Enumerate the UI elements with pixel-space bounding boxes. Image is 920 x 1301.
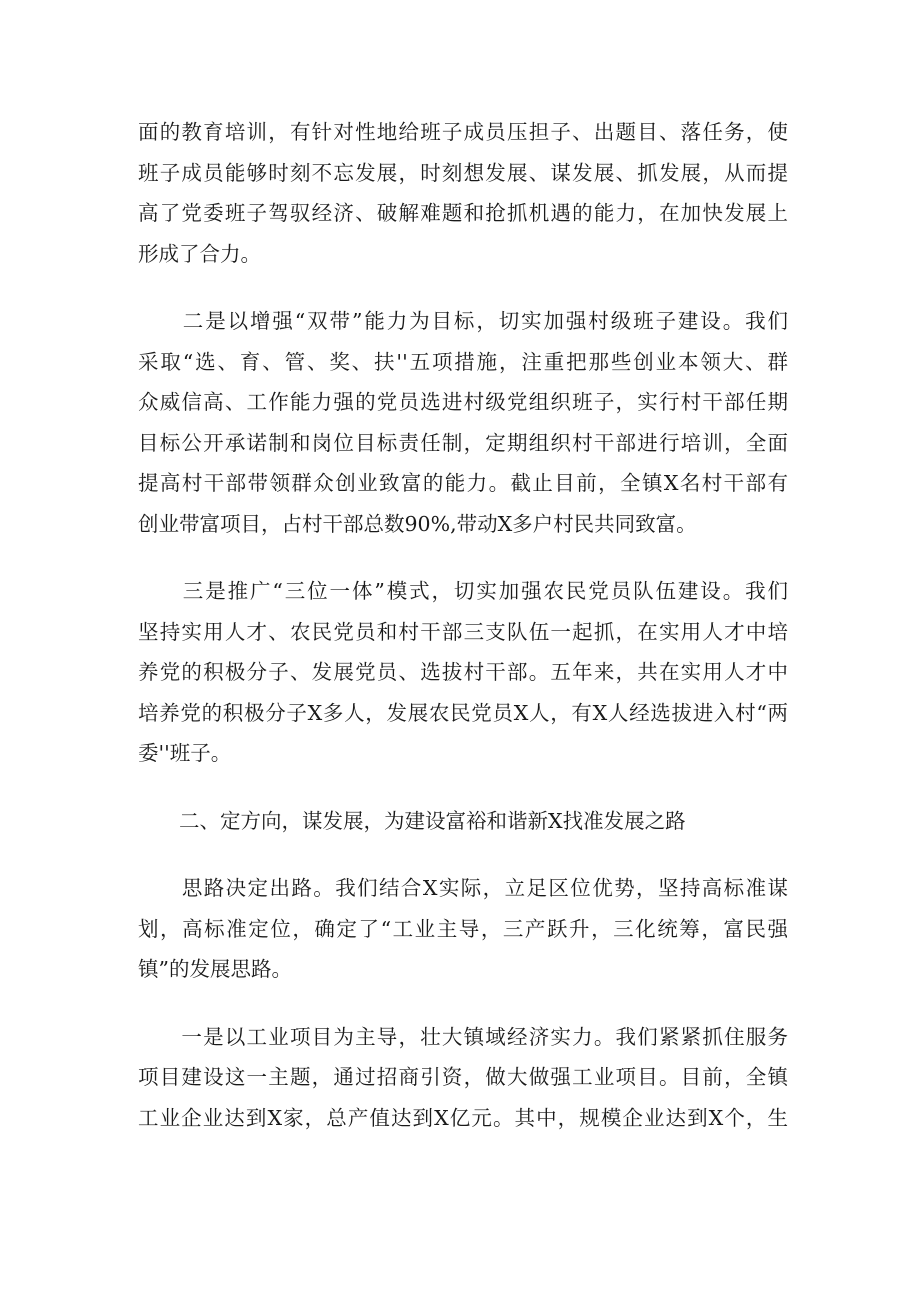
paragraph-gap: [138, 774, 788, 801]
document-body: [138, 112, 788, 1138]
paragraph-training-continued: [138, 112, 788, 274]
text-line: 培养党的积极分子X多人，发展农民党员X人，有X人经选拔进入村“两: [138, 700, 788, 725]
text-line: 高了党委班子驾驭经济、破解难题和抢抓机遇的能力，在加快发展上: [138, 201, 788, 225]
paragraph-development-ideas: [138, 868, 788, 990]
section-heading: [138, 801, 788, 842]
paragraph-party-members: [138, 571, 788, 774]
text-line: 三是推广“三位一体”模式，切实加强农民党员队伍建设。我们: [138, 579, 788, 603]
text-line: 创业带富项目，占村干部总数90%,带动X多户村民共同致富。: [138, 511, 697, 536]
text-line: 提高村干部带领群众创业致富的能力。截止目前，全镇X名村干部有: [138, 471, 788, 495]
text-line: 面的教育培训，有针对性地给班子成员压担子、出题目、落任务，使: [138, 120, 788, 144]
text-line: 二是以增强“双带”能力为目标，切实加强村级班子建设。我们: [138, 309, 788, 333]
text-line: 镇”的发展思路。: [138, 957, 292, 981]
paragraph-gap: [138, 841, 788, 868]
text-line: 采取“选、育、管、奖、扶''五项措施，注重把那些创业本领大、群: [138, 349, 788, 374]
section-heading-text: 二、定方向，谋发展，为建设富裕和谐新X找准发展之路: [138, 808, 686, 833]
text-line: 形成了合力。: [138, 241, 261, 266]
text-line: 目标公开承诺制和岗位目标责任制，定期组织村干部进行培训，全面: [138, 430, 788, 455]
paragraph-gap: [138, 274, 788, 301]
text-line: 养党的积极分子、发展党员、选拔村干部。五年来，共在实用人才中: [138, 660, 788, 684]
paragraph-gap: [138, 990, 788, 1017]
paragraph-village-team: [138, 301, 788, 544]
text-line: 划，高标准定位，确定了“工业主导，三产跃升，三化统筹，富民强: [138, 916, 788, 941]
paragraph-gap: [138, 544, 788, 571]
text-line: 项目建设这一主题，通过招商引资，做大做强工业项目。目前，全镇: [138, 1065, 788, 1089]
text-line: 班子成员能够时刻不忘发展，时刻想发展、谋发展、抓发展，从而提: [138, 160, 788, 185]
text-line: 众威信高、工作能力强的党员选进村级党组织班子，实行村干部任期: [138, 390, 788, 414]
paragraph-industrial-projects: [138, 1017, 788, 1139]
text-line: 思路决定出路。我们结合X实际，立足区位优势，坚持高标准谋: [138, 876, 788, 900]
text-line: 一是以工业项目为主导，壮大镇域经济实力。我们紧紧抓住服务: [138, 1024, 788, 1049]
text-line: 委''班子。: [138, 741, 232, 765]
text-line: 工业企业达到X家，总产值达到X亿元。其中，规模企业达到X个，生: [138, 1105, 788, 1130]
text-line: 坚持实用人才、农民党员和村干部三支队伍一起抓，在实用人才中培: [138, 619, 788, 644]
